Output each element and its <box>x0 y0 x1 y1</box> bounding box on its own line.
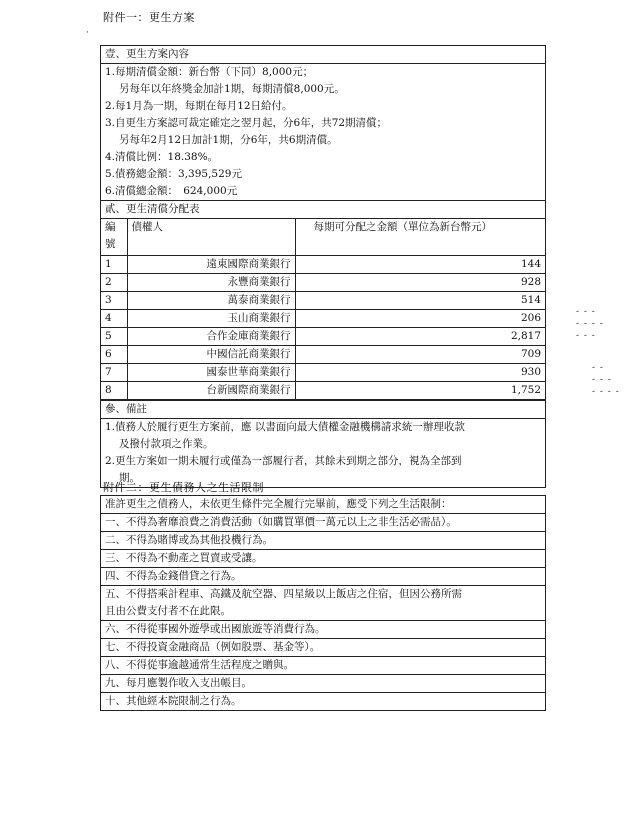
note-line-2: 及撥付款項之作業。 <box>119 438 214 450</box>
restriction-7: 七、不得投資金融商品（例如股票、基金等）。 <box>101 638 545 656</box>
table-row <box>101 292 545 310</box>
row-creditor: 萬泰商業銀行 <box>127 292 295 310</box>
table-row <box>101 310 545 328</box>
row-amount: 928 <box>295 274 545 292</box>
distribution-table <box>101 219 545 400</box>
row-no: 4 <box>101 310 127 328</box>
restriction-8: 八、不得從事逾越通常生活程度之贈與。 <box>101 656 545 674</box>
plan-line-3: 2.每1月為一期，每期在每月12日給付。 <box>105 100 293 112</box>
table-row <box>101 256 545 274</box>
row-no: 1 <box>101 256 127 274</box>
plan-line-2: 另每年以年終獎金加計1期，每期清償8,000元。 <box>119 83 345 95</box>
scan-dashes-2: - - - - - - - - - <box>592 363 620 397</box>
row-no: 6 <box>101 346 127 364</box>
row-no: 3 <box>101 292 127 310</box>
row-amount: 709 <box>295 346 545 364</box>
restriction-10: 十、其他經本院限制之行為。 <box>101 692 545 710</box>
row-amount: 1,752 <box>295 382 545 400</box>
row-creditor: 玉山商業銀行 <box>127 310 295 328</box>
note-line-4: 期。 <box>119 472 140 484</box>
header-amount: 每期可分配之金額（單位為新台幣元） <box>295 219 545 256</box>
header-creditor: 債權人 <box>127 219 295 256</box>
restriction-9: 九、每月應製作收入支出帳目。 <box>101 674 545 692</box>
section1-title: 壹、更生方案內容 <box>105 48 189 60</box>
restriction-2: 二、不得為賭博或為其他投機行為。 <box>101 531 545 549</box>
row-creditor: 中國信託商業銀行 <box>127 346 295 364</box>
row-creditor: 合作金庫商業銀行 <box>127 328 295 346</box>
row-no: 2 <box>101 274 127 292</box>
row-creditor: 台新國際商業銀行 <box>127 382 295 400</box>
table-row <box>101 382 545 400</box>
table-row <box>101 346 545 364</box>
annex1-box <box>100 45 546 488</box>
scan-dashes: - - - - - - - - - - <box>576 307 604 341</box>
row-amount: 206 <box>295 310 545 328</box>
restriction-1: 一、不得為奢靡浪費之消費活動（如購買單價一萬元以上之非生活必需品）。 <box>101 513 545 531</box>
row-creditor: 遠東國際商業銀行 <box>127 256 295 274</box>
annex2-box <box>100 495 546 711</box>
table-row <box>101 364 545 382</box>
note-line-3: 2.更生方案如一期未履行或僅為一部履行者，其餘未到期之部分，視為全部到 <box>105 455 462 467</box>
row-creditor: 國泰世華商業銀行 <box>127 364 295 382</box>
note-line-1: 1.債務人於履行更生方案前，應 以書面向最大債權金融機構請求統一辦理收款 <box>101 418 545 436</box>
section3-title: 參、備註 <box>101 400 545 418</box>
plan-line-8: 6.清償總金額： 624,000元 <box>105 185 238 197</box>
annex2-heading: 附件二：更生債務人之生活限制 <box>103 481 264 494</box>
plan-line-4: 3.自更生方案認可裁定確定之翌月起，分6年，共72期清償； <box>105 117 388 129</box>
distribution-table-wrap <box>101 218 545 400</box>
restriction-3: 三、不得為不動產之買賣或受讓。 <box>101 549 545 567</box>
restriction-intro: 准許更生之債務人，未依更生條件完全履行完畢前，應受下列之生活限制： <box>105 498 452 510</box>
table-row <box>101 328 545 346</box>
row-amount: 514 <box>295 292 545 310</box>
section2-title: 貳、更生清償分配表 <box>101 200 545 218</box>
restriction-5: 五、不得搭乘計程車、高鐵及航空器、四星級以上飯店之住宿，但因公務所需 <box>101 585 545 603</box>
plan-line-5: 另每年2月12日加計1期，分6年，共6期清償。 <box>119 134 338 146</box>
plan-line-1: 1.每期清償金額：新台幣（下同）8,000元； <box>101 63 545 81</box>
row-amount: 2,817 <box>295 328 545 346</box>
restriction-4: 四、不得為金錢借貸之行為。 <box>101 567 545 585</box>
plan-line-7: 5.債務總金額：3,395,529元 <box>105 168 242 180</box>
plan-line-6: 4.清償比例：18.38%。 <box>105 151 219 163</box>
row-amount: 930 <box>295 364 545 382</box>
row-creditor: 永豐商業銀行 <box>127 274 295 292</box>
annex1-heading: 附件一：更生方案 <box>103 11 195 24</box>
scan-speck: · <box>86 28 90 38</box>
row-amount: 144 <box>295 256 545 274</box>
header-no: 編號 <box>101 219 127 256</box>
table-header-row <box>101 219 545 256</box>
row-no: 7 <box>101 364 127 382</box>
restriction-5-cont: 且由公費支付者不在此限。 <box>105 605 231 617</box>
row-no: 5 <box>101 328 127 346</box>
restriction-6: 六、不得從事國外遊學或出國旅遊等消費行為。 <box>101 620 545 638</box>
row-no: 8 <box>101 382 127 400</box>
table-row <box>101 274 545 292</box>
